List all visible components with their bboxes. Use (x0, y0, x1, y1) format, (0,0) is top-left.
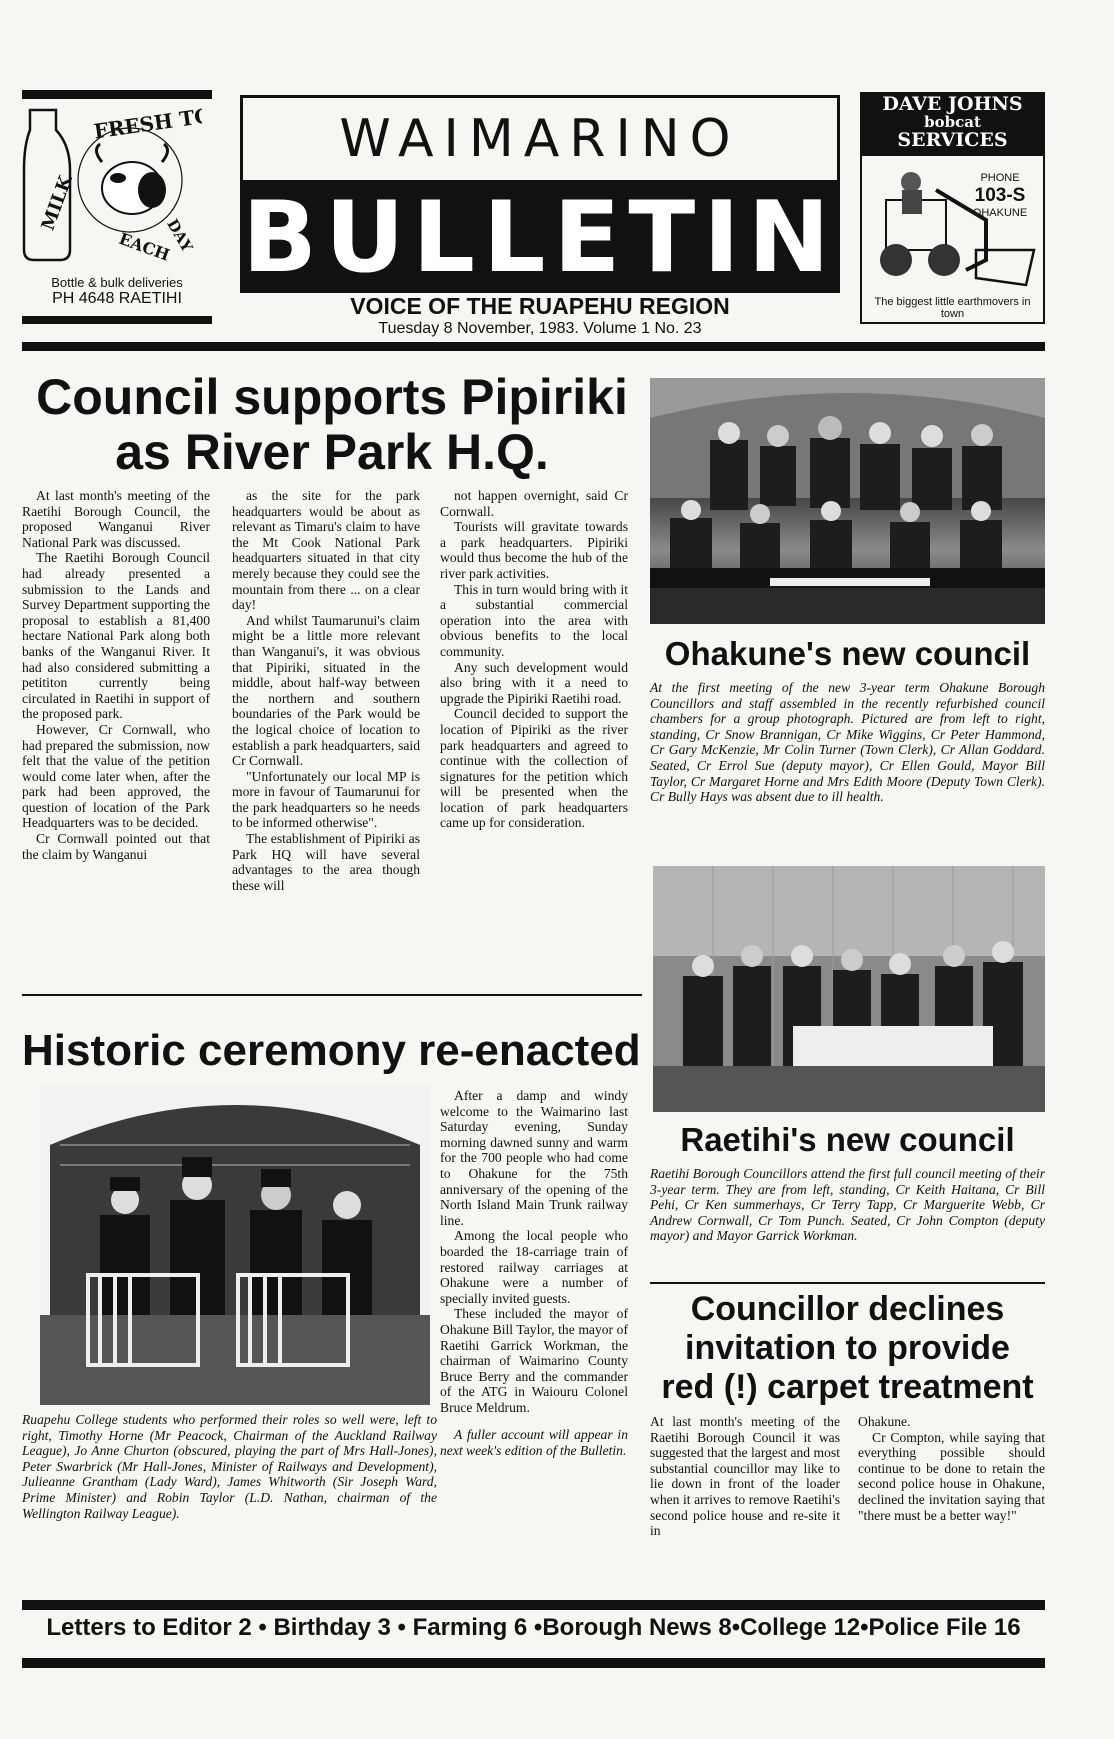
ad-phone-number: 103-S (974, 185, 1026, 206)
svg-text:DAY: DAY (163, 216, 197, 255)
ohakune-council-photo (650, 378, 1045, 624)
paragraph: Tourists will gravitate towards a park headquarters. Pipiriki would thus become the hub of the river park activities. (440, 519, 628, 581)
paragraph: Cr Compton, while saying that everything possible should continue to be done to retain the second police house in Ohakune, declined the invitation saying that "there must be a better way!" (858, 1429, 1045, 1523)
councillor-headline (650, 1290, 1045, 1407)
article1-col1 (22, 488, 210, 862)
milk-top-rule (22, 90, 212, 99)
svg-text:EACH: EACH (116, 228, 173, 265)
paragraph: However, Cr Cornwall, who had prepared the submission, now felt that the value of the petition would come later when, after the park had been approved, the question of location of the Park Headquarters was to be decided. (22, 721, 210, 831)
raetihi-caption: Raetihi Borough Councillors attend the first full council meeting of their 3-year term. They are from left, standing, Cr Keith Haitana, Cr Bill Pehi, Cr Ken summerhays, Cr Terry Tapp, Cr Marguerite Webb, Cr Andrew Cornwall, Cr Tom Punch. Seated, Cr John Compton (deputy mayor) and Mayor Garrick Workman. (650, 1166, 1045, 1244)
councillor-col2 (858, 1414, 1045, 1523)
ohakune-caption: At the first meeting of the new 3-year term Ohakune Borough Councillors and staff assembled in the recently refurbished council chambers for a group photograph. Pictured are from left to right, standing, Cr Snow Brannigan, Cr Mike Wiggins, Cr Peter Hammond, Cr Gary McKenzie, Mr Colin Turner (Town Clerk), Cr Allan Goddard. Seated, Cr Errol Sue (deputy mayor), Cr Ellen Gould, Mayor Bill Taylor, Cr Margaret Horne and Mrs Edith Moore (Deputy Town Clerk). Cr Bully Hays was absent due to ill health. (650, 680, 1045, 805)
paragraph: "Unfortunately our local MP is more in favour of Taumarunui for the park headquarters so he needs to be informed otherwise". (232, 768, 420, 831)
milk-phone: PH 4648 RAETIHI (52, 290, 182, 307)
milk-logo (22, 100, 202, 270)
milk-caption-line1: Bottle & bulk deliveries (51, 275, 183, 290)
paragraph: The Raetihi Borough Council had already presented a submission to the Lands and Survey Department supporting the proposal to establish a 81,400 hectare National Park along both banks of the Wanganui River. It had also considered submitting a petititon currently being circulated in Raetihi in support of the proposed park. (22, 550, 210, 722)
title-waimarino: WAIMARINO (240, 95, 840, 183)
contents-index: Letters to Editor 2 • Birthday 3 • Farming 6 •Borough News 8•College 12•Police File 16 (46, 1614, 1021, 1641)
paragraph: Any such development would also bring with it a need to upgrade the Pipiriki Raetihi road. (440, 659, 628, 706)
ad-place: OHAKUNE (972, 207, 1028, 219)
paragraph: After a damp and windy welcome to the Waimarino last Saturday evening, Sunday morning dawned sunny and warm for the 700 people who had come to Ohakune for the 75th anniversary of the opening of the North Island Main Trunk railway line. (440, 1088, 628, 1228)
paragraph: The establishment of Pipiriki as Park HQ will have several advantages to the area though these will (232, 831, 420, 893)
paragraph: as the site for the park headquarters would be about as relevant as Timaru's claim to have the Mt Cook National Park headquarters situated in that city merely because they could see the mountain from there ... on a clear day! (232, 488, 420, 613)
councillor-rule (650, 1282, 1045, 1284)
article1-headline (22, 370, 642, 480)
milk-bottom-rule (22, 316, 212, 324)
historic-rule (22, 994, 642, 996)
paragraph: not happen overnight, said Cr Cornwall. (440, 488, 628, 519)
historic-fuller-note: A fuller account will appear in next week's edition of the Bulletin. (440, 1427, 628, 1459)
paragraph: Ohakune. (858, 1414, 911, 1429)
footer-bottom-bar (22, 1658, 1045, 1668)
historic-photo (40, 1085, 430, 1405)
article1-col3 (440, 488, 628, 831)
svg-text:MILK: MILK (37, 172, 77, 234)
councillor-col1 (650, 1414, 840, 1539)
ad-brand: bobcat (924, 113, 981, 131)
paragraph: Cr Cornwall pointed out that the claim by Wanganui (22, 831, 210, 862)
issue-line: Tuesday 8 November, 1983. Volume 1 No. 23 (378, 320, 702, 337)
paragraph: At last month's meeting of the Raetihi Borough Council, the proposed Wanganui River National Park was discussed. (22, 488, 210, 550)
ad-name: DAVE JOHNS (882, 93, 1023, 115)
raetihi-council-photo (653, 866, 1045, 1112)
paragraph: This in turn would bring with it a substantial commercial operation into the area with obvious benefits to the local community. (440, 581, 628, 659)
title-bulletin: BULLETIN (242, 181, 838, 295)
councillor-headline-line3: red (!) carpet treatment (661, 1368, 1034, 1406)
paragraph: Among the local people who boarded the 18-carriage train of restored railway carriages at Ohakune were a number of specially invited guests. (440, 1228, 628, 1306)
article1-col2 (232, 488, 420, 893)
article1-headline-line2: as River Park H.Q. (115, 424, 549, 480)
svg-text:FRESH TO: FRESH TO (92, 103, 202, 144)
milk-caption (22, 275, 212, 308)
paragraph: Council decided to support the location of Pipiriki as the river park headquarters and agreed to continue with the collection of signatures for the petition which will be presented when the location of park headquarters came up for consideration. (440, 706, 628, 831)
councillor-headline-line1: Councillor declines (690, 1290, 1005, 1328)
masthead-rule (22, 342, 1045, 351)
article1-headline-line1: Council supports Pipiriki (36, 369, 628, 425)
ad-phone (960, 172, 1040, 220)
historic-headline: Historic ceremony re-enacted (22, 1026, 641, 1075)
paragraph: At last month's meeting of the Raetihi Borough Council it was suggested that the largest and most substantial councillor may like to lie down in front of the loader when it arrives to remove Raetihi's second police house and re-site it in (650, 1414, 840, 1539)
ad-services: SERVICES (897, 129, 1008, 151)
footer-top-bar (22, 1600, 1045, 1610)
ohakune-headline: Ohakune's new council (664, 635, 1031, 672)
councillor-headline-line2: invitation to provide (685, 1329, 1010, 1367)
raetihi-headline: Raetihi's new council (680, 1121, 1015, 1158)
bobcat-illustration (866, 160, 966, 290)
historic-caption: Ruapehu College students who performed their roles so well were, left to right, Timothy Horne (Mr Peacock, Chairman of the Auckland Railway League), Jo Anne Churton (obscured, playing the part of Mrs Hall-Jones), Peter Swarbrick (Mr Hall-Jones, Minister of Railways and Development), Julieanne Grantham (Lady Ward), James Whitworth (Sir Joseph Ward, Prime Minister) and Robin Taylor (L.D. Nathan, chairman of the Wellington Railway League). (22, 1412, 437, 1521)
tagline: VOICE OF THE RUAPEHU REGION (350, 293, 730, 319)
paragraph: And whilst Taumarunui's claim might be a little more relevant than Wanganui's, it was obvious that Pipiriki, situated in the middle, about half-way between the northern and southern boundaries of the Park would be the logical choice of location to establish a park headquarters, said Cr Cornwall. (232, 612, 420, 769)
ad-tagline: The biggest little earthmovers in town (874, 296, 1031, 320)
ad-header (862, 94, 1043, 156)
paragraph: These included the mayor of Ohakune Bill Taylor, the mayor of Raetihi Garrick Workman, the chairman of Waimarino County Bruce Berry and the commander of the ATG in Waiouru Colonel Bruce Meldrum. (440, 1306, 628, 1415)
ad-phone-label: PHONE (980, 172, 1020, 184)
historic-body (440, 1088, 628, 1459)
